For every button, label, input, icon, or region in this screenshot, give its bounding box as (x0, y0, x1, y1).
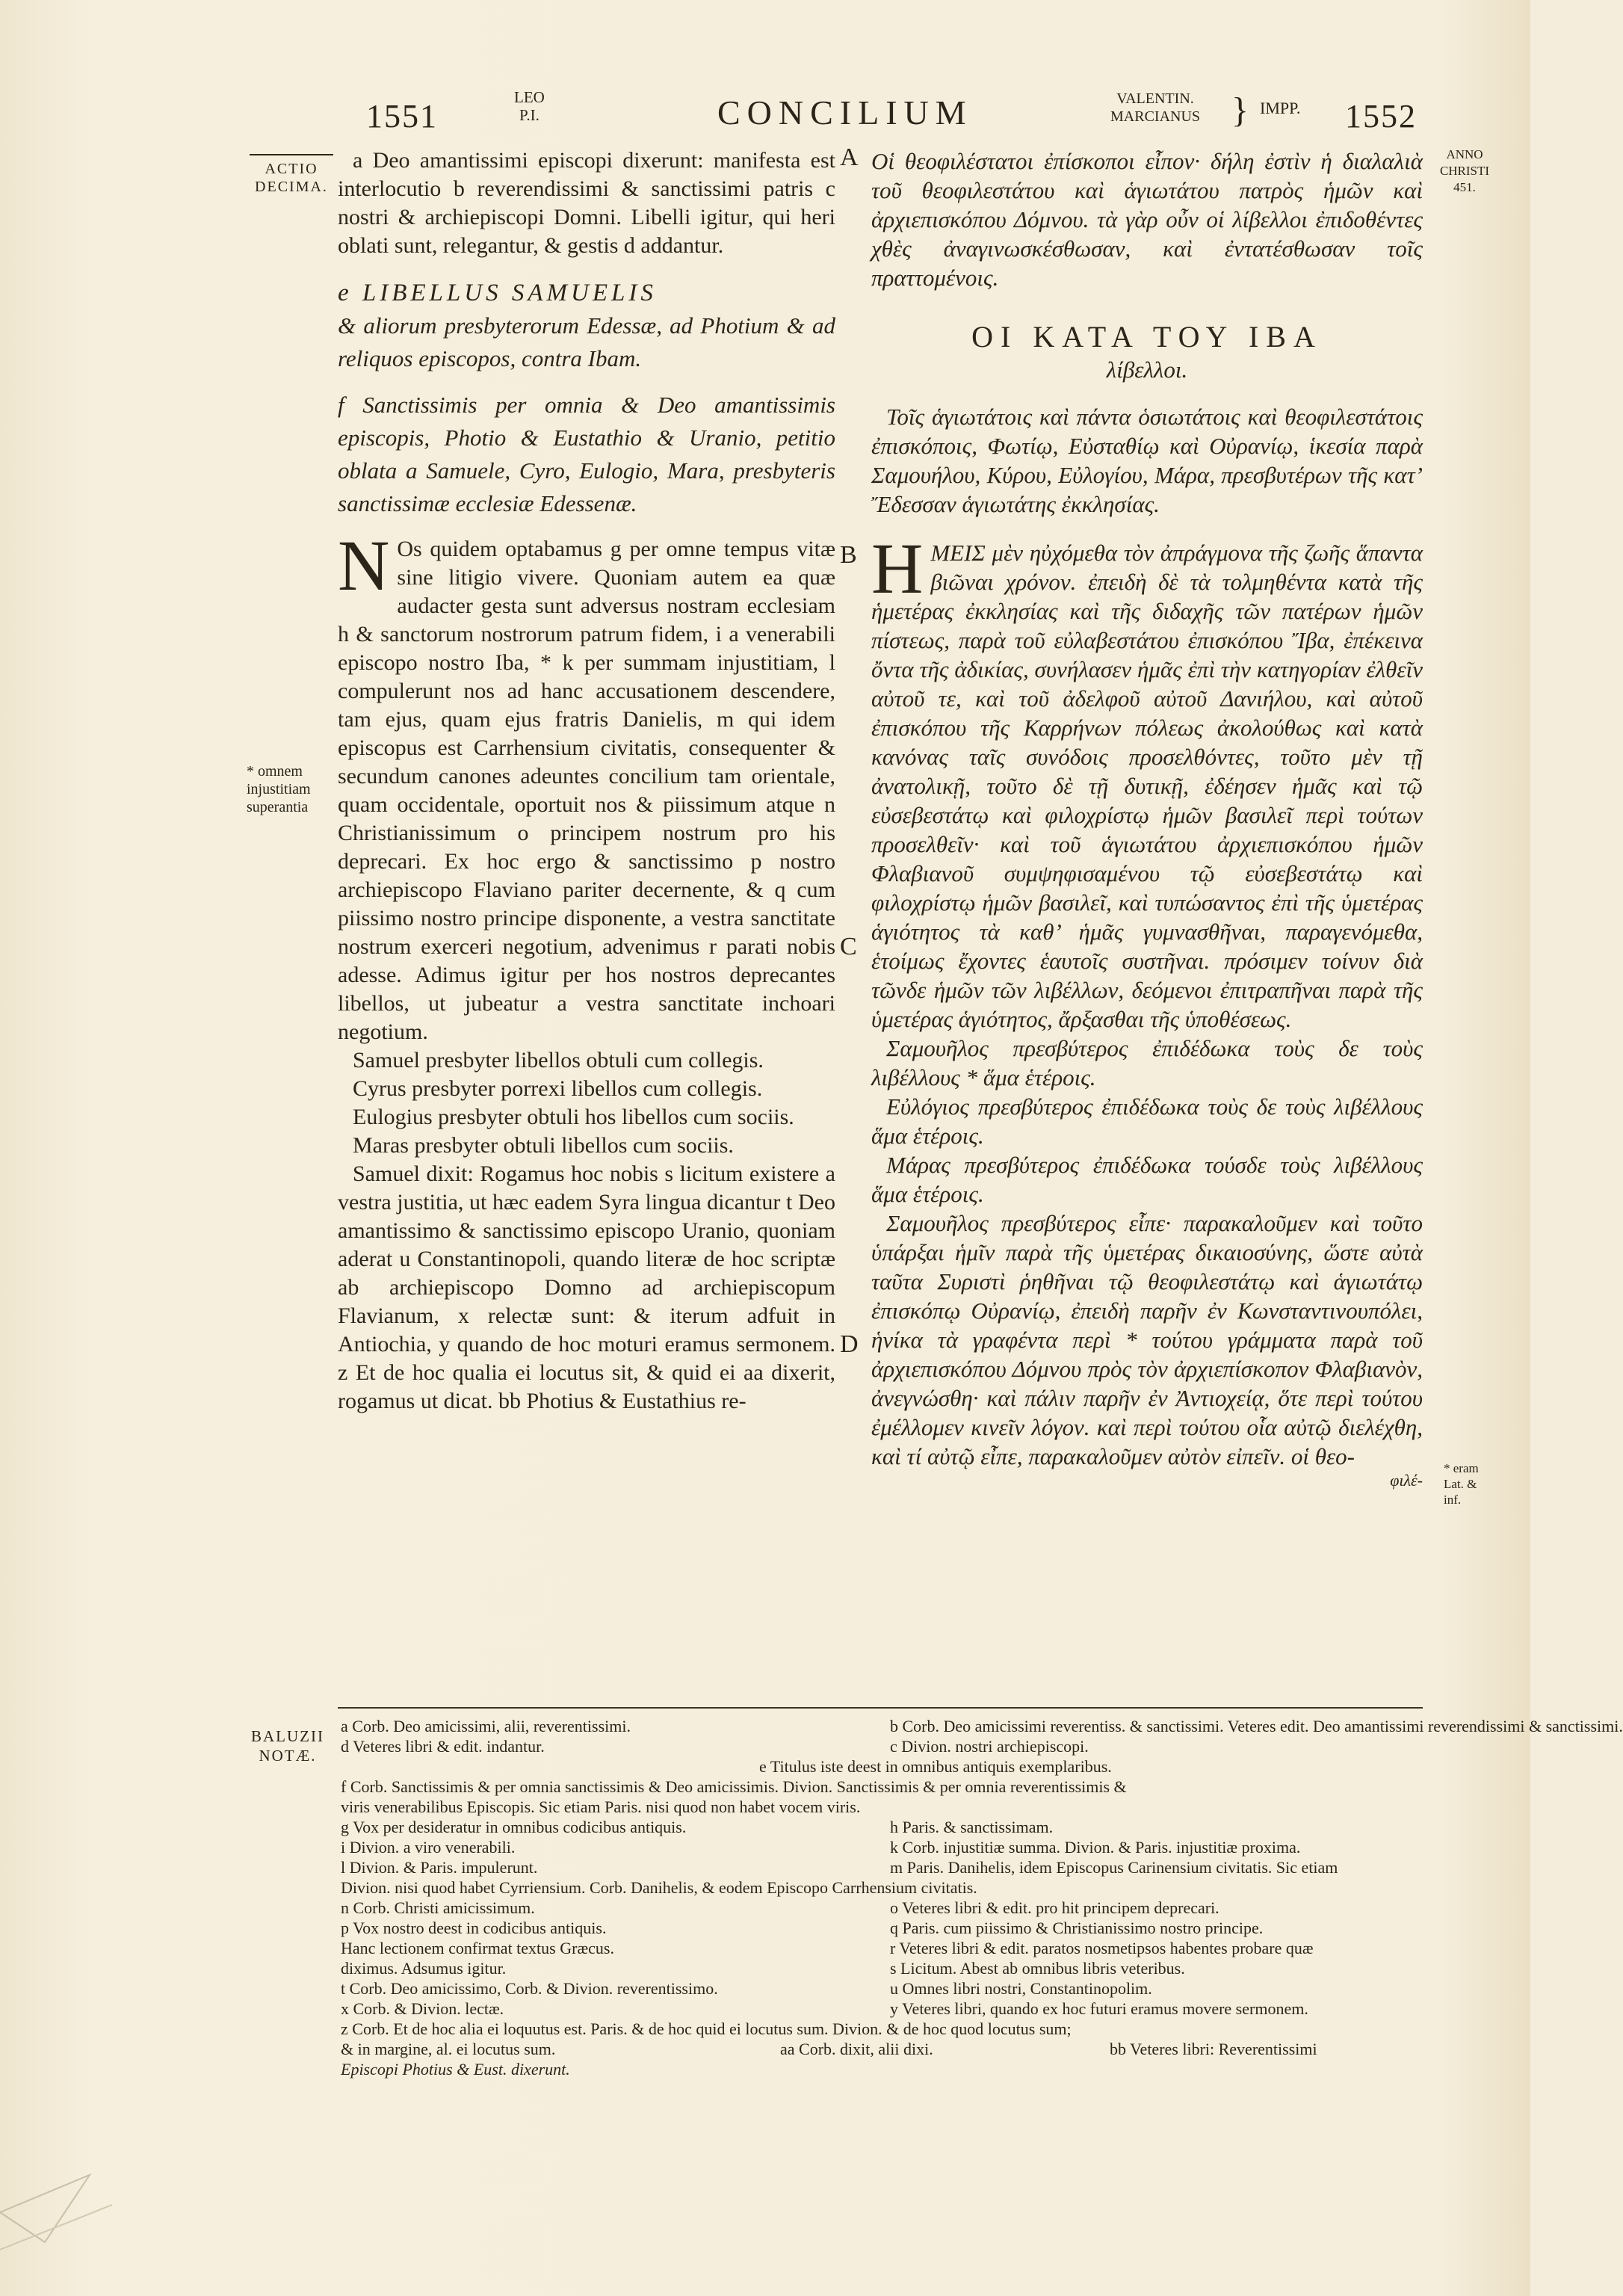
leo-top: LEO (514, 88, 545, 106)
note-e: e Titulus iste deest in omnibus antiquis exemplaribus. (759, 1757, 1112, 1776)
page-number-right: 1552 (1345, 98, 1417, 135)
greek-intro: Οἱ θεοφιλέστατοι ἐπίσκοποι εἶπον· δήλη ἐστὶν ἡ διαλαλιὰ τοῦ θεοφιλεστάτου καὶ ἁγιωτάτου πατρὸς ἡμῶν καὶ ἀρχιεπισκόπου Δόμνου. τὰ γὰρ οὖν οἱ λίβελλοι ἐπιδοθέντες χθὲς ἀναγινωσκέσθωσαν, καὶ ἐντατέσθωσαν τοῖς πραττομένοις. (871, 148, 1423, 291)
baluzii-notes (341, 1716, 1623, 2079)
note-x: x Corb. & Divion. lectæ. (341, 1999, 504, 2018)
note-line (341, 1958, 1439, 1978)
note-a: a Corb. Deo amicissimi, alii, reverentissimi. (341, 1717, 631, 1735)
latin-maras-line: Maras presbyter obtuli libellos cum sociis. (353, 1133, 734, 1158)
note-n: n Corb. Christi amicissimum. (341, 1898, 535, 1917)
section-letter-b: B (840, 541, 857, 569)
margin-note-right-2: Lat. & (1444, 1477, 1477, 1491)
note-aa: aa Corb. dixit, alii dixi. (780, 2040, 933, 2058)
greek-body-1-text: ΜΕΙΣ μὲν ηὐχόμεθα τὸν ἀπράγμονα τῆς ζωῆς ἅπαντα βιῶναι χρόνον. ἐπειδὴ δὲ τὰ τολμηθέντα κατὰ τῆς ἡμετέρας ἐκκλησίας καὶ τῆς διδαχῆς τῶν πατέρων ἡμῶν πίστεως, παρὰ τοῦ εὐλαβεστάτου ἐπισκόπου Ἴβα, ἐπέκεινα ὄντα τῆς ἀδικίας, συνήλασεν ἡμᾶς ἐπὶ τὴν κατηγορίαν ἐλθεῖν αὐτοῦ τε, καὶ τοῦ ἀδελφοῦ αὐτοῦ Δανιήλου, καὶ αὐτοῦ ἐπισκόπου τῆς Καρρήνων πόλεως ἀκολούθως καὶ κατὰ κανόνας ταῖς συνόδοις προσελθόντες, τοῦτο μὲν τῇ ἀνατολικῇ, τοῦτο δὲ τῇ δυτικῇ, ἐδέησεν ἡμᾶς καὶ τῷ εὐσεβεστάτῳ καὶ φιλοχρίστῳ ἡμῶν βασιλεῖ περὶ τούτων προσελθεῖν· καὶ τοῦ ἁγιωτάτου ἀρχιεπισκόπου ἡμῶν Φλαβιανοῦ συμψηφισαμένου τῷ εὐσεβεστάτῳ καὶ φιλοχρίστῳ ἡμῶν βασιλεῖ, καὶ τυπώσαντος ἐπὶ τῆς ὑμετέρας ἁγιότητος τὰ καθ’ ἡμᾶς γυμνασθῆναι, παραγενόμεθα, ἑτοίμως ἔχοντες ἑαυτοῖς συστῆναι. πρόσιμεν τοίνυν διὰ τῶνδε ἡμῶν τῶν λιβέλλων, δεόμενοι ἐπιτραπῆναι παρὰ τῆς ὑμετέρας ἁγιότητος, ἄρξασθαι τῆς ὑποθέσεως. (871, 540, 1423, 1032)
note-line (341, 1817, 1439, 1837)
note-o: o Veteres libri & edit. pro hit principem deprecari. (890, 1898, 1219, 1917)
greek-column (871, 146, 1423, 1490)
note-bb: bb Veteres libri: Reverentissimi (1110, 2040, 1317, 2058)
margin-note-right (1444, 1460, 1479, 1507)
latin-dropcap: N (338, 525, 390, 605)
note-f: f Corb. Sanctissimis & per omnia sanctissimis & Deo amicissimis. Divion. Sanctissimis & per omnia reverentissimis & (341, 1777, 1127, 1796)
section-letter-c: C (840, 933, 857, 960)
note-g: g Vox per desideratur in omnibus codicibus antiquis. (341, 1818, 687, 1836)
note-i: i Divion. a viro venerabili. (341, 1838, 516, 1857)
greek-address: Τοῖς ἁγιωτάτοις καὶ πάντα ὁσιωτάτοις καὶ θεοφιλεστάτοις ἐπισκόποις, Φωτίῳ, Εὐσταθίῳ καὶ Οὐρανίῳ, ἱκεσία παρὰ Σαμουήλου, Κύρου, Εὐλογίου, Μάρα, πρεσβυτέρων τῆς κατ’ Ἔδεσσαν ἁγιωτάτης ἐκκλησίας. (871, 404, 1423, 517)
note-z-cont: & in margine, al. ei locutus sum. (341, 2040, 556, 2058)
latin-body-1 (338, 525, 835, 1046)
actio-rule (250, 154, 333, 155)
margin-note-left-2: injustitiam (247, 781, 311, 797)
libellus-subtitle: & aliorum presbyterorum Edessæ, ad Photium & ad reliquos episcopos, contra Ibam. (338, 312, 835, 371)
note-h: h Paris. & sanctissimam. (890, 1818, 1054, 1836)
note-f-cont: viris venerabilibus Episcopis. Sic etiam Paris. nisi quod non habet vocem viris. (341, 1797, 861, 1816)
emperors-label (1110, 90, 1200, 126)
section-letter-d: D (840, 1330, 859, 1358)
greek-eulogius-line: Εὐλόγιος πρεσβύτερος ἐπιδέδωκα τοὺς δε τοὺς λιβέλλους ἅμα ἑτέροις. (871, 1093, 1423, 1149)
valentin-label: VALENTIN. (1116, 90, 1194, 107)
impp-label: IMPP. (1260, 99, 1301, 117)
margin-note-left (247, 762, 311, 816)
greek-maras-line: Μάρας πρεσβύτερος ἐπιδέδωκα τούσδε τοὺς λιβέλλους ἅμα ἑτέροις. (871, 1152, 1423, 1207)
note-line (341, 1736, 1439, 1756)
note-bb-cont: Episcopi Photius & Eust. dixerunt. (341, 2060, 570, 2079)
note-b: b Corb. Deo amicissimi reverentiss. & sanctissimi. Veteres edit. Deo amantissimi reverendissimi & sanctissimi. (890, 1717, 1623, 1735)
notae-label: NOTÆ. (259, 1747, 317, 1765)
baluzii-label: BALUZII (251, 1727, 324, 1745)
note-line (341, 1978, 1439, 1999)
note-s: s Licitum. Abest ab omnibus libris veteribus. (890, 1959, 1185, 1978)
note-c: c Divion. nostri archiepiscopi. (890, 1737, 1089, 1756)
leo-label (514, 88, 545, 124)
note-u: u Omnes libri nostri, Constantinopolim. (890, 1979, 1152, 1998)
actio-tag (247, 160, 336, 196)
greek-dropcap: Η (871, 528, 924, 608)
note-k: k Corb. injustitiæ summa. Divion. & Paris. injustitiæ proxima. (890, 1838, 1301, 1857)
note-d: d Veteres libri & edit. indantur. (341, 1737, 545, 1756)
greek-heading-sub: λίβελλοι. (1106, 357, 1188, 383)
note-q: q Paris. cum piissimo & Christianissimo nostro principe. (890, 1919, 1264, 1937)
latin-address: f Sanctissimis per omnia & Deo amantissimis episcopis, Photio & Eustathio & Uranio, petitio oblata a Samuele, Cyro, Eulogio, Mara, presbyteris sanctissimæ ecclesiæ Edessenæ. (338, 392, 835, 516)
greek-catchword: φιλέ- (1390, 1471, 1423, 1490)
note-m: m Paris. Danihelis, idem Episcopus Carinensium civitatis. Sic etiam (890, 1858, 1338, 1877)
note-line (341, 1898, 1439, 1918)
note-line (341, 2039, 1439, 2059)
greek-body-1 (871, 528, 1423, 1034)
margin-note-left-3: superantia (247, 799, 309, 815)
latin-eulogius-line: Eulogius presbyter obtuli hos libellos cum sociis. (353, 1105, 794, 1129)
note-p: p Vox nostro deest in codicibus antiquis. (341, 1919, 607, 1937)
anno-tag (1435, 146, 1494, 196)
greek-samuel-line: Σαμουῆλος πρεσβύτερος ἐπιδέδωκα τοὺς δε τοὺς λιβέλλους * ἅμα ἑτέροις. (871, 1035, 1423, 1090)
margin-note-left-1: * omnem (247, 763, 303, 780)
note-line (341, 1938, 1439, 1958)
leo-bottom: P.I. (519, 106, 540, 124)
latin-body-2: Samuel dixit: Rogamus hoc nobis s licitum existere a vestra justitia, ut hæc eadem Syra lingua dicantur t Deo amantissimo & sanctissimo episcopo Uranio, quoniam aderat u Constantinopoli, quando literæ de hoc scriptæ ab archiepiscopo Domno ad archiepiscopum Flavianum, x relectæ sunt: & iterum adfuit in Antiochia, y quando de hoc moturi eramus sermonem. z Et de hoc qualia ei locutus sit, & quid ei aa dixerit, rogamus ut dicat. bb Photius & Eustathius re- (338, 1161, 835, 1413)
section-letter-a: A (840, 144, 859, 171)
christi-label: CHRISTI (1439, 164, 1490, 178)
running-header (0, 88, 1530, 148)
margin-note-right-1: * eram (1444, 1461, 1479, 1475)
note-line (341, 1857, 1439, 1877)
greek-body-2: Σαμουῆλος πρεσβύτερος εἶπε· παρακαλοῦμεν καὶ τοῦτο ὑπάρξαι ἡμῖν παρὰ τῆς ὑμετέρας δικαιοσύνης, ὥστε αὐτὰ ταῦτα Συριστὶ ῥηθῆναι τῷ θεοφιλεστάτῳ καὶ ἁγιωτάτῳ ἐπισκόπῳ Οὐρανίῳ, ἐπειδὴ παρῆν ἐν Κωνσταντινουπόλει, ἡνίκα τὰ γραφέντα περὶ * τούτου γράμματα παρὰ τοῦ ἀρχιεπισκόπου Δόμνου πρὸς τὸν ἀρχιεπίσκοπον Φλαβιανὸν, ἀνεγνώσθη· καὶ πάλιν παρῆν ἐν Ἀντιοχείᾳ, ὅτε περὶ τούτου ἐμέλλομεν κινεῖν λόγον. καὶ περὶ τούτου οἷα αὐτῷ διελέχθη, καὶ τί αὐτῷ εἶπε, παρακαλοῦμεν αὐτὸν εἰπεῖν. οἱ θεο- (871, 1210, 1423, 1469)
note-p-cont: Hanc lectionem confirmat textus Græcus. (341, 1939, 614, 1957)
notes-divider (338, 1707, 1423, 1709)
note-line (341, 1837, 1439, 1857)
page-corner-decoration (0, 2152, 120, 2296)
actio-label: ACTIO (265, 161, 318, 177)
note-t: t Corb. Deo amicissimo, Corb. & Divion. reverentissimo. (341, 1979, 718, 1998)
marcianus-label: MARCIANUS (1110, 108, 1201, 125)
brace-glyph: } (1231, 90, 1249, 130)
latin-column (338, 146, 835, 1416)
page-number-left: 1551 (366, 98, 438, 135)
note-line (341, 1716, 1623, 1736)
year-label: 451. (1453, 180, 1476, 194)
note-r-cont: diximus. Adsumus igitur. (341, 1959, 507, 1978)
note-line (341, 1918, 1439, 1938)
page-title: CONCILIUM (717, 93, 973, 132)
latin-samuel-line: Samuel presbyter libellos obtuli cum collegis. (353, 1048, 764, 1073)
libellus-title: e LIBELLUS SAMUELIS (338, 280, 657, 306)
note-r: r Veteres libri & edit. paratos nosmetipsos habentes probare quæ (890, 1939, 1314, 1957)
margin-note-right-3: inf. (1444, 1493, 1462, 1507)
note-y: y Veteres libri, quando ex hoc futuri eramus movere sermonem. (890, 1999, 1308, 2018)
latin-cyrus-line: Cyrus presbyter porrexi libellos cum collegis. (353, 1076, 763, 1101)
note-z: z Corb. Et de hoc alia ei loquutus est. Paris. & de hoc quid ei locutus sum. Divion. & de hoc quod locutus sum; (341, 2019, 1072, 2038)
decima-label: DECIMA. (255, 179, 328, 195)
baluzii-notae-tag (251, 1726, 324, 1765)
latin-body-1-text: Os quidem optabamus g per omne tempus vitæ sine litigio vivere. Quoniam autem ea quæ audacter gesta sunt adversus nostram ecclesiam h & sanctorum nostrorum patrum fidem, i a venerabili episcopo nostro Iba, * k per summam injustitiam, l compulerunt nos ad hanc accusationem descendere, tam ejus, quam ejus fratris Danielis, m qui idem episcopus est Carrhensium civitatis, consequenter & secundum canones adeuntes concilium tam orientale, quam occidentale, oportuit nos & piissimum atque n Christianissimum o principem nostrum pro his deprecari. Ex hoc ergo & sanctissimo p nostro archiepiscopo Flaviano pariter decernente, & q cum piissimo nostro principe disponente, a vestra sanctitate nostrum exerceri negotium, advenimus r parati nobis adesse. Adimus igitur per hos nostros deprecantes libellos, ut jubeatur a vestra sanctitate inchoari negotium. (338, 537, 835, 1044)
greek-heading: ΟΙ ΚΑΤΑ ΤΟΥ ΙΒΑ (971, 320, 1323, 354)
note-line (341, 1999, 1439, 2019)
anno-label: ANNO (1446, 147, 1483, 161)
note-m-cont: Divion. nisi quod habet Cyrriensium. Corb. Danihelis, & eodem Episcopo Carrhensium civitatis. (341, 1878, 977, 1897)
note-l: l Divion. & Paris. impulerunt. (341, 1858, 538, 1877)
latin-intro: a Deo amantissimi episcopi dixerunt: manifesta est interlocutio b reverendissimi & sanctissimi patris c nostri & archiepiscopi Domni. Libelli igitur, qui heri oblati sunt, relegantur, & gestis d addantur. (338, 148, 835, 258)
